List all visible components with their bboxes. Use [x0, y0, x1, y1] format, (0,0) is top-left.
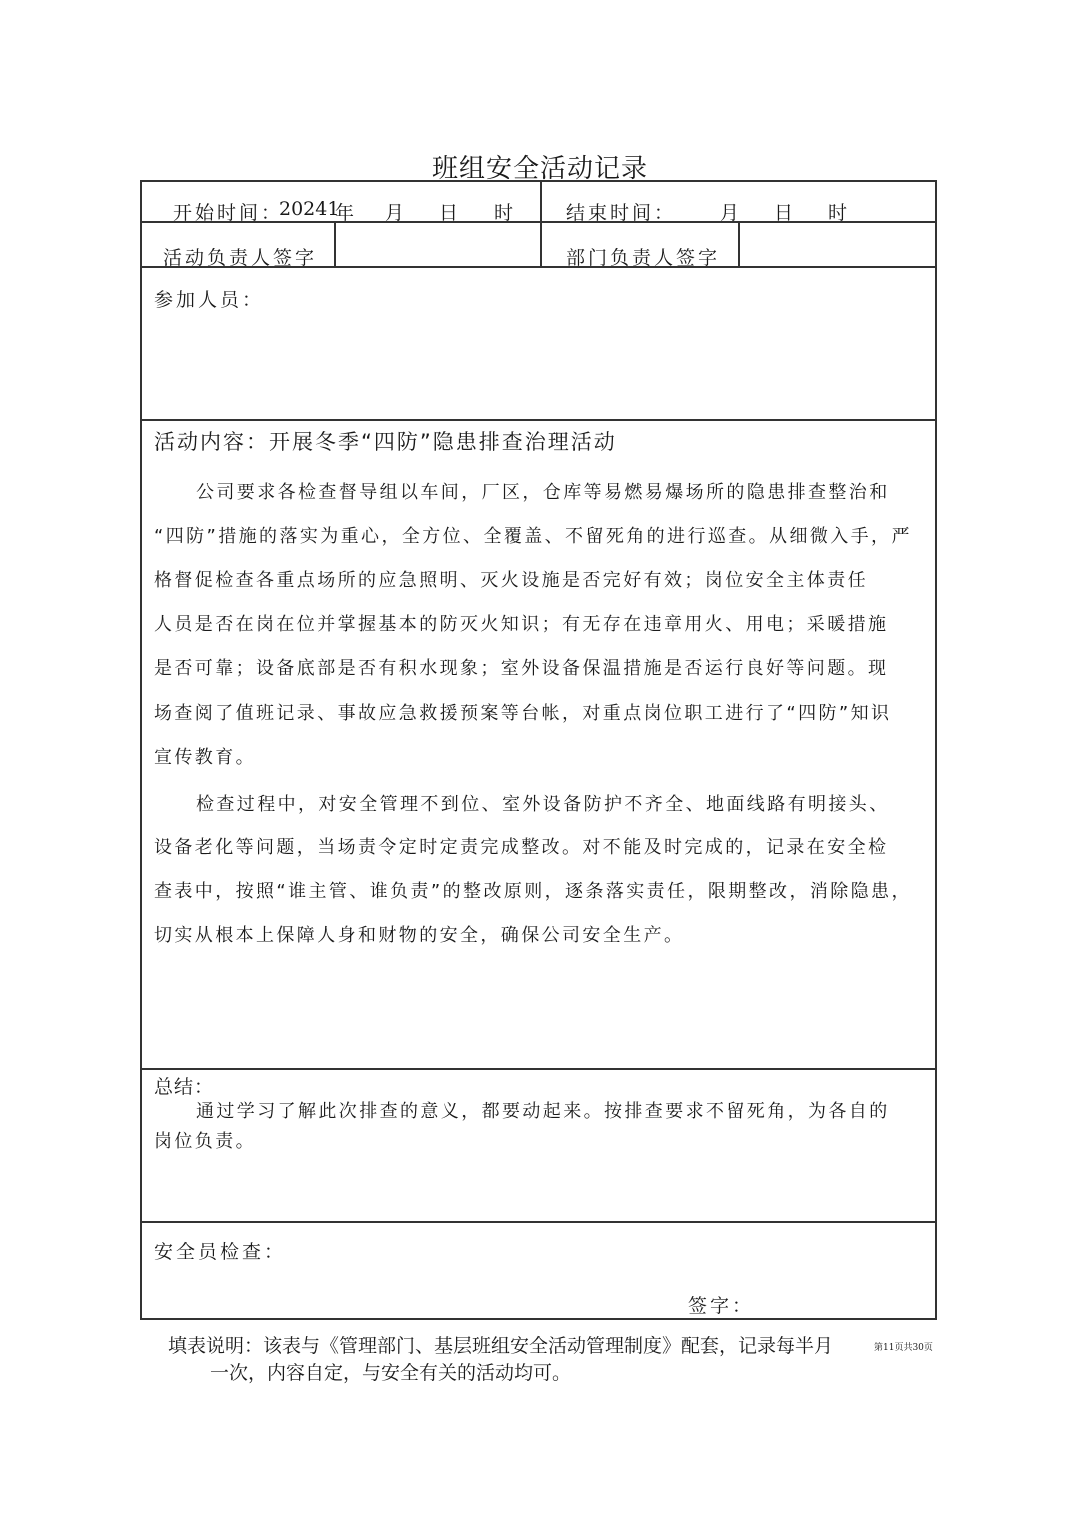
content-line: 设备老化等问题，当场责令定时定责完成整改。对不能及时完成的，记录在安全检: [154, 837, 889, 858]
summary-label: 总结：: [154, 1076, 215, 1098]
content-line: 公司要求各检查督导组以车间，厂区，仓库等易燃易爆场所的隐患排查整治和: [196, 482, 890, 503]
page-indicator: 第11页共30页: [874, 1343, 933, 1353]
column-divider: [334, 221, 336, 266]
start-month-unit: 月: [385, 202, 408, 224]
row-divider: [142, 1221, 935, 1223]
content-line: 人员是否在岗在位并掌握基本的防灭火知识；有无存在违章用火、用电；采暖措施: [154, 614, 889, 635]
content-line: 检查过程中，对安全管理不到位、室外设备防护不齐全、地面线路有明接头、: [196, 794, 890, 815]
activity-content-heading: 活动内容：开展冬季“四防”隐患排查治理活动: [154, 430, 617, 454]
content-line: 查表中，按照“谁主管、谁负责”的整改原则，逐条落实责任，限期整改，消除隐患，: [154, 881, 912, 902]
start-time-label: 开始时间：: [173, 202, 284, 224]
summary-line: 通过学习了解此次排查的意义，都要动起来。按排查要求不留死角，为各自的: [196, 1101, 890, 1122]
form-instructions-line: 填表说明：该表与《管理部门、基层班组安全活动管理制度》配套，记录每半月: [168, 1335, 834, 1357]
column-divider: [540, 182, 542, 266]
form-instructions-line: 一次，内容自定，与安全有关的活动均可。: [210, 1362, 572, 1384]
content-line: 场查阅了值班记录、事故应急救援预案等台帐，对重点岗位职工进行了“四防”知识: [154, 703, 892, 724]
end-hour-unit: 时: [828, 202, 851, 224]
content-line: 切实从根本上保障人身和财物的安全，确保公司安全生产。: [154, 925, 685, 946]
signature-label: 签字：: [688, 1295, 755, 1317]
content-line: “四防”措施的落实为重心，全方位、全覆盖、不留死角的进行巡查。从细微入手，严: [154, 526, 912, 547]
end-time-label: 结束时间：: [566, 202, 677, 224]
column-divider: [738, 221, 740, 266]
participants-label: 参加人员：: [154, 289, 265, 311]
start-year-value: 20241: [279, 198, 340, 220]
row-divider: [142, 419, 935, 421]
end-day-unit: 日: [774, 202, 797, 224]
start-day-unit: 日: [439, 202, 462, 224]
dept-leader-signature-label: 部门负责人签字: [566, 247, 721, 269]
start-hour-unit: 时: [494, 202, 517, 224]
content-line: 是否可靠；设备底部是否有积水现象；室外设备保温措施是否运行良好等问题。现: [154, 658, 889, 679]
start-year-unit: 年: [335, 202, 358, 224]
content-line: 格督促检查各重点场所的应急照明、灭火设施是否完好有效；岗位安全主体责任: [154, 570, 868, 591]
activity-leader-signature-label: 活动负责人签字: [163, 247, 318, 269]
row-divider: [142, 1068, 935, 1070]
safety-inspection-label: 安全员检查：: [154, 1241, 287, 1263]
page-title: 班组安全活动记录: [431, 154, 648, 184]
activity-record-form: [140, 180, 937, 1320]
end-month-unit: 月: [720, 202, 743, 224]
summary-line: 岗位负责。: [154, 1131, 256, 1152]
content-line: 宣传教育。: [154, 747, 256, 768]
